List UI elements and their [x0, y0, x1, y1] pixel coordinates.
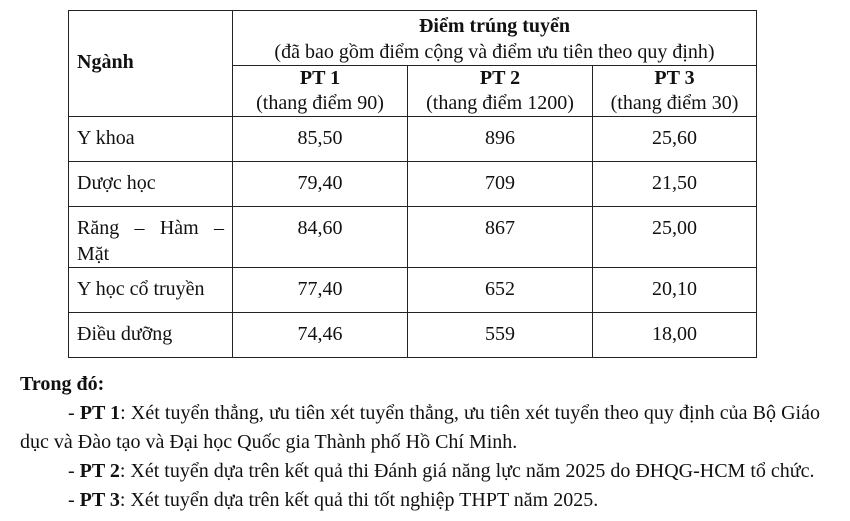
- row-pt3: 18,00: [593, 313, 757, 358]
- row-pt2: 652: [408, 268, 593, 313]
- table-row: [69, 117, 757, 162]
- row-pt2: 896: [408, 117, 593, 162]
- table-row: [69, 162, 757, 207]
- note-text: : Xét tuyển dựa trên kết quả thi tốt nghiệp THPT năm 2025.: [119, 489, 599, 511]
- header-pt3: [593, 66, 757, 117]
- note-item-pt3: [20, 486, 820, 515]
- row-pt3: 25,00: [593, 207, 757, 268]
- row-pt3: 20,10: [593, 268, 757, 313]
- row-major: Dược học: [69, 162, 233, 207]
- note-label: PT 1: [79, 402, 121, 424]
- header-nganh: Ngành: [69, 11, 233, 117]
- note-prefix: -: [68, 402, 80, 424]
- row-pt1: 77,40: [233, 268, 408, 313]
- table-row: [69, 207, 757, 268]
- header-pt3-scale: (thang điểm 30): [610, 92, 739, 114]
- table-row: [69, 268, 757, 313]
- note-prefix: -: [68, 489, 80, 511]
- notes-section: [20, 370, 820, 515]
- header-pt1-scale: (thang điểm 90): [256, 92, 384, 114]
- row-pt2: 709: [408, 162, 593, 207]
- table-header-row: [69, 11, 757, 66]
- row-pt1: 85,50: [233, 117, 408, 162]
- row-pt3: 21,50: [593, 162, 757, 207]
- note-item-pt2: [20, 457, 820, 486]
- header-pt2-scale: (thang điểm 1200): [426, 92, 574, 114]
- admission-score-table: [68, 10, 757, 358]
- row-major: Y học cổ truyền: [69, 268, 233, 313]
- header-title: Điểm trúng tuyển: [418, 15, 571, 37]
- row-major: Điều dưỡng: [69, 313, 233, 358]
- header-pt3-name: PT 3: [654, 67, 695, 89]
- row-major: Răng – Hàm – Mặt: [69, 207, 233, 268]
- header-pt1-name: PT 1: [299, 67, 341, 89]
- row-major: Y khoa: [69, 117, 233, 162]
- note-text: : Xét tuyển thẳng, ưu tiên xét tuyển thẳng, ưu tiên xét tuyển theo quy định của Bộ Giáo dục và Đào tạo và Đại học Quốc gia Thành phố Hồ Chí Minh.: [20, 402, 820, 453]
- note-item-pt1: [20, 399, 820, 457]
- row-pt1: 74,46: [233, 313, 408, 358]
- header-pt1: [233, 66, 408, 117]
- header-subtitle: (đã bao gồm điểm cộng và điểm ưu tiên theo quy định): [274, 41, 715, 63]
- row-pt2: 559: [408, 313, 593, 358]
- header-pt2: [408, 66, 593, 117]
- note-prefix: -: [68, 460, 80, 482]
- note-label: PT 2: [79, 460, 120, 482]
- row-pt1: 79,40: [233, 162, 408, 207]
- row-pt2: 867: [408, 207, 593, 268]
- table-row: [69, 313, 757, 358]
- note-text: : Xét tuyển dựa trên kết quả thi Đánh giá năng lực năm 2025 do ĐHQG-HCM tổ chức.: [119, 460, 815, 482]
- header-score-group: [233, 11, 757, 66]
- row-pt1: 84,60: [233, 207, 408, 268]
- header-pt2-name: PT 2: [479, 67, 521, 89]
- note-label: PT 3: [79, 489, 120, 511]
- row-pt3: 25,60: [593, 117, 757, 162]
- notes-heading: Trong đó:: [20, 373, 105, 395]
